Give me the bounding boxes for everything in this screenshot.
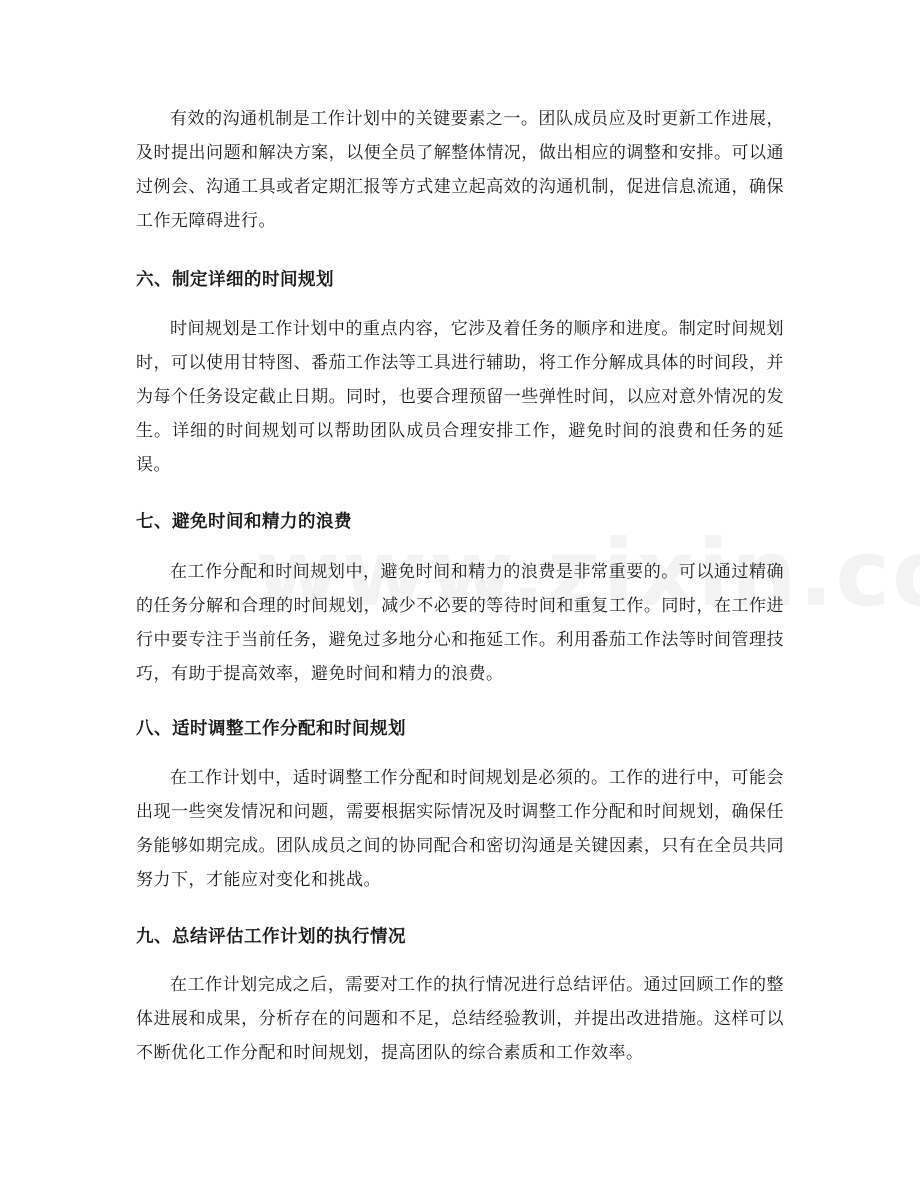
paragraph-communication: 有效的沟通机制是工作计划中的关键要素之一。团队成员应及时更新工作进展，及时提出问题和解决方案，以便全员了解整体情况，做出相应的调整和安排。可以通过例会、沟通工具或者定期汇报等方式建立起高效的沟通机制，促进信息流通，确保工作无障碍进行。 [136,109,784,231]
heading-section-8: 八、适时调整工作分配和时间规划 [136,719,406,739]
heading-section-6: 六、制定详细的时间规划 [136,270,334,290]
paragraph-avoid-waste: 在工作分配和时间规划中，避免时间和精力的浪费是非常重要的。可以通过精确的任务分解和合理的时间规划，减少不必要的等待时间和重复工作。同时，在工作进行中要专注于当前任务，避免过多地分心和拖延工作。利用番茄工作法等时间管理技巧，有助于提高效率，避免时间和精力的浪费。 [136,562,784,684]
heading-section-7: 七、避免时间和精力的浪费 [136,512,352,532]
paragraph-summary-evaluation: 在工作计划完成之后，需要对工作的执行情况进行总结评估。通过回顾工作的整体进展和成果，分析存在的问题和不足，总结经验教训，并提出改进措施。这样可以不断优化工作分配和时间规划，提高团队的综合素质和工作效率。 [136,975,784,1063]
heading-section-9: 九、总结评估工作计划的执行情况 [136,927,406,947]
paragraph-adjust-plan: 在工作计划中，适时调整工作分配和时间规划是必须的。工作的进行中，可能会出现一些突发情况和问题，需要根据实际情况及时调整工作分配和时间规划，确保任务能够如期完成。团队成员之间的协同配合和密切沟通是关键因素，只有在全员共同努力下，才能应对变化和挑战。 [136,768,784,890]
paragraph-time-planning: 时间规划是工作计划中的重点内容，它涉及着任务的顺序和进度。制定时间规划时，可以使用甘特图、番茄工作法等工具进行辅助，将工作分解成具体的时间段，并为每个任务设定截止日期。同时，也要合理预留一些弹性时间，以应对意外情况的发生。详细的时间规划可以帮助团队成员合理安排工作，避免时间的浪费和任务的延误。 [136,319,784,475]
